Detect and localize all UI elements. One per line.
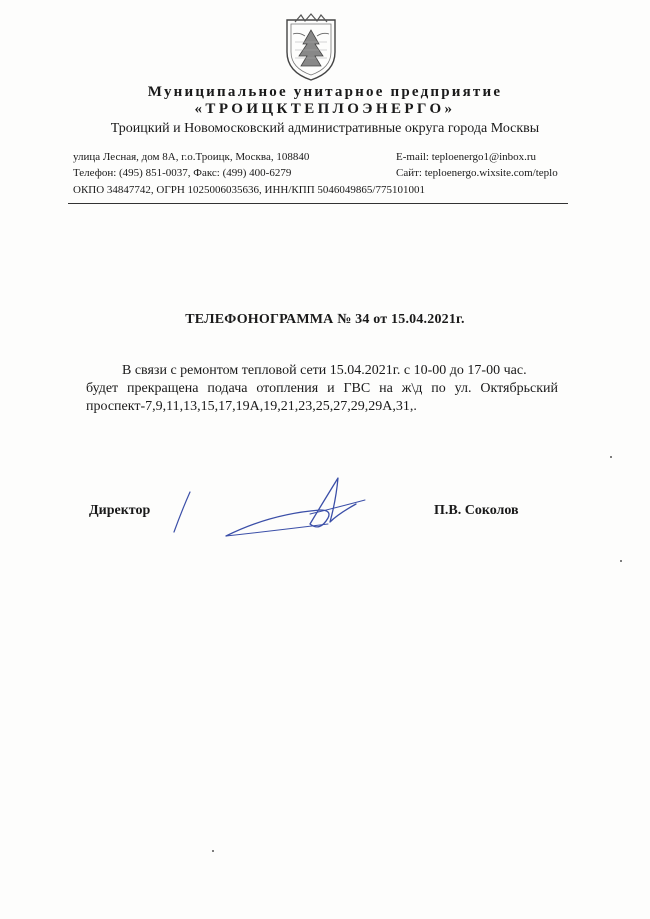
body-line: В связи с ремонтом тепловой сети 15.04.2021г. с 10-00 до 17-00 час. [122,363,527,378]
handwritten-signature [160,470,390,550]
scan-speck [620,560,622,562]
address-text: улица Лесная, дом 8А, г.о.Троицк, Москва, 108840 [73,151,310,163]
document-title: ТЕЛЕФОНОГРАММА № 34 от 15.04.2021г. [185,312,465,327]
document-body [86,362,558,416]
scan-speck [610,456,612,458]
city-emblem-icon [283,12,339,82]
website-text: Сайт: teploenergo.wixsite.com/teplo [396,167,558,179]
body-line: проспект-7,9,11,13,15,17,19А,19,21,23,25,27,29,29А,31,. [86,399,417,414]
signatory-name: П.В. Соколов [434,503,519,518]
email-text: E-mail: teploenergo1@inbox.ru [396,151,537,163]
body-line: будет прекращена подача отопления и ГВС на ж\д по ул. Октябрьский [86,381,558,396]
organization-type: Муниципальное унитарное предприятие [147,84,503,100]
organization-name: «ТРОИЦКТЕПЛОЭНЕРГО» [194,101,456,117]
header-divider [68,203,568,204]
scan-speck [212,850,214,852]
phone-fax-text: Телефон: (495) 851-0037, Факс: (499) 400-6279 [73,167,292,179]
organization-districts: Троицкий и Новомосковский административные округа города Москвы [110,121,540,136]
registration-codes: ОКПО 34847742, ОГРН 1025006035636, ИНН/КПП 5046049865/775101001 [73,184,425,196]
signatory-position: Директор [89,503,151,518]
